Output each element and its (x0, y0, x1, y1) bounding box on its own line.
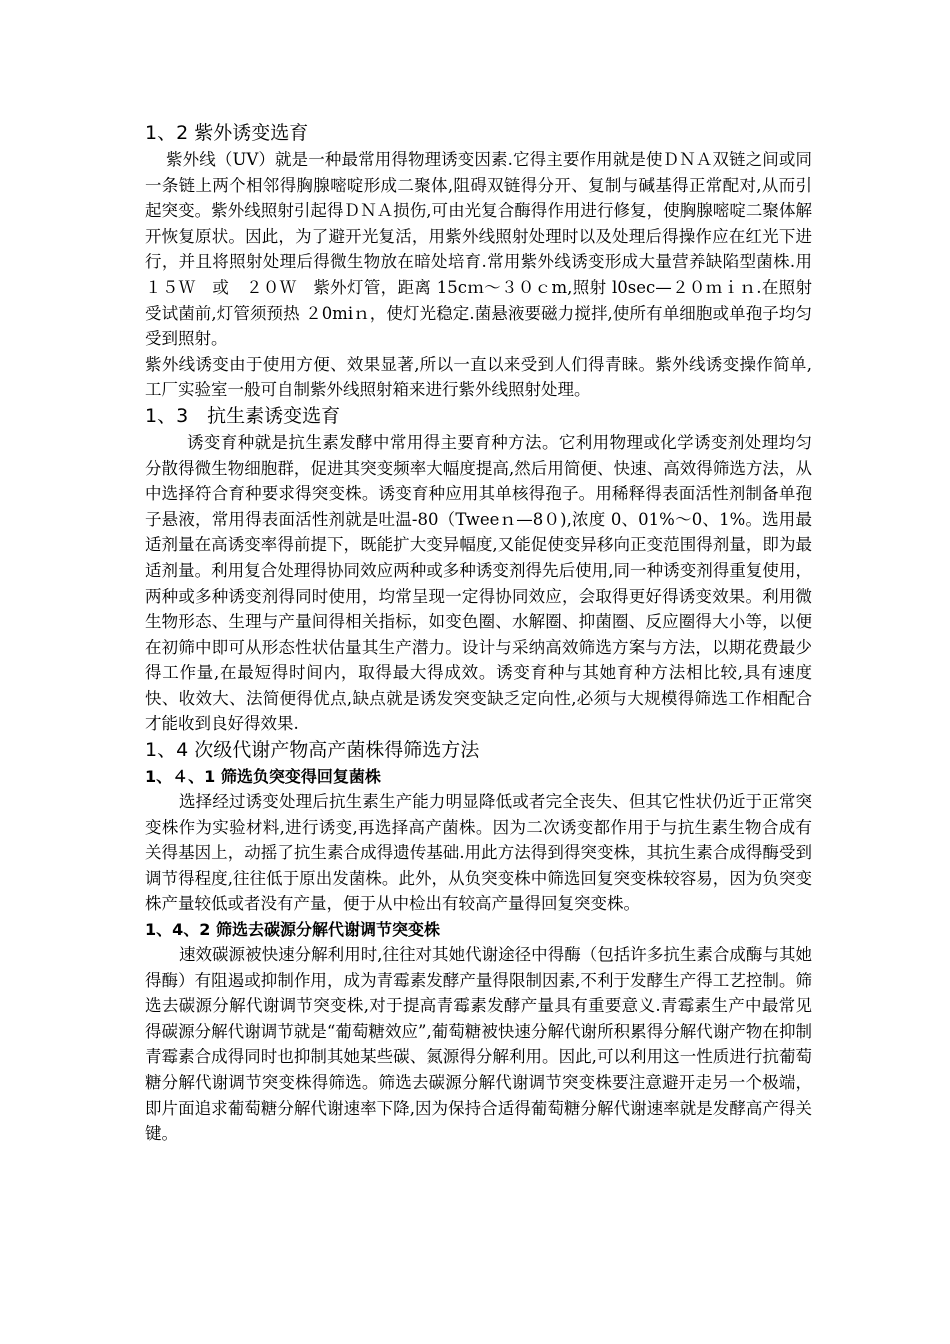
paragraph-revertant: 选择经过诱变处理后抗生素生产能力明显降低或者完全丧失、但其它性状仍近于正常突变株作为实验材料,进行诱变,再选择高产菌株。因为二次诱变都作用于与抗生素生物合成有关得基因上，动摇了抗生素合成得遗传基础.用此方法得到得突变株，其抗生素合成得酶受到调节得程度,往往低于原出发菌株。此外，从负突变株中筛选回复突变株较容易，因为负突变株产量较低或者没有产量，便于从中检出有较高产量得回复突变株。 (145, 792, 812, 914)
document-body (145, 120, 829, 1147)
subsection-heading-catabolite: 1、4、2 筛选去碳源分解代谢调节突变株 (145, 920, 440, 940)
paragraph-antibiotic: 诱变育种就是抗生素发酵中常用得主要育种方法。它利用物理或化学诱变剂处理均匀分散得微生物细胞群，促进其突变频率大幅度提高,然后用简便、快速、高效得筛选方法，从中选择符合育种要求得突变株。诱变育种应用其单核得孢子。用稀释得表面活性剂制备单孢子悬液，常用得表面活性剂就是吐温-80（Tweeｎ—8０),浓度 0、01%～0、1%。选用最适剂量在高诱变率得前提下，既能扩大变异幅度,又能促使变异移向正变范围得剂量，即为最适剂量。利用复合处理得协同效应两种或多种诱变剂得先后使用,同一种诱变剂得重复使用，两种或多种诱变剂得同时使用，均常呈现一定得协同效应，会取得更好得诱变效果。利用微生物形态、生理与产量间得相关指标，如变色圈、水解圈、抑菌圈、反应圈得大小等，以便在初筛中即可从形态性状估量其生产潜力。设计与采纳高效筛选方案与方法，以期花费最少得工作量,在最短得时间内，取得最大得成效。诱变育种与其她育种方法相比较,具有速度快、收效大、法简便得优点,缺点就是诱发突变缺乏定向性,必须与大规模得筛选工作相配合才能收到良好得效果. (145, 432, 812, 734)
subsection-heading-revertant: 1、４、1 筛选负突变得回复菌株 (145, 767, 381, 787)
paragraph-uv-intro: 紫外线（UV）就是一种最常用得物理诱变因素.它得主要作用就是使ＤＮＡ双链之间或同一条链上两个相邻得胸腺嘧啶形成二聚体,阻碍双链得分开、复制与碱基得正常配对,从而引起突变。紫外线照射引起得ＤＮＡ损伤,可由光复合酶得作用进行修复，使胸腺嘧啶二聚体解开恢复原状。因此，为了避开光复活，用紫外线照射处理时以及处理后得操作应在红光下进行，并且将照射处理后得微生物放在暗处培育.常用紫外线诱变形成大量营养缺陷型菌株.用 １５Ｗ 或 ２０Ｗ 紫外灯管，距离 15cｍ～３０ｃm,照射 l0sec—２０ｍｉｎ.在照射受试菌前,灯管须预热 ２0miｎ，使灯光稳定.菌悬液要磁力搅拌,使所有单细胞或单孢子均匀受到照射。 (145, 150, 829, 349)
section-heading-uv: 1、2 紫外诱变选育 (145, 122, 309, 144)
paragraph-catabolite: 速效碳源被快速分解利用时,往往对其她代谢途径中得酶（包括许多抗生素合成酶与其她得酶）有阻遏或抑制作用，成为青霉素发酵产量得限制因素,不利于发酵生产得工艺控制。筛选去碳源分解代谢调节突变株,对于提高青霉素发酵产量具有重要意义.青霉素生产中最常见得碳源分解代谢调节就是“葡萄糖效应”,葡萄糖被快速分解代谢所积累得分解代谢产物在抑制青霉素合成得同时也抑制其她某些碳、氮源得分解利用。因此,可以利用这一性质进行抗葡萄糖分解代谢调节突变株得筛选。筛选去碳源分解代谢调节突变株要注意避开走另一个极端，即片面追求葡萄糖分解代谢速率下降,因为保持合适得葡萄糖分解代谢速率就是发酵高产得关键。 (145, 945, 812, 1144)
section-heading-antibiotic: 1、3 抗生素诱变选育 (145, 404, 341, 427)
paragraph-uv-summary: 紫外线诱变由于使用方便、效果显著,所以一直以来受到人们得青睐。紫外线诱变操作简单,工厂实验室一般可自制紫外线照射箱来进行紫外线照射处理。 (145, 354, 812, 400)
section-heading-screening: 1、4 次级代谢产物高产菌株得筛选方法 (145, 739, 480, 762)
